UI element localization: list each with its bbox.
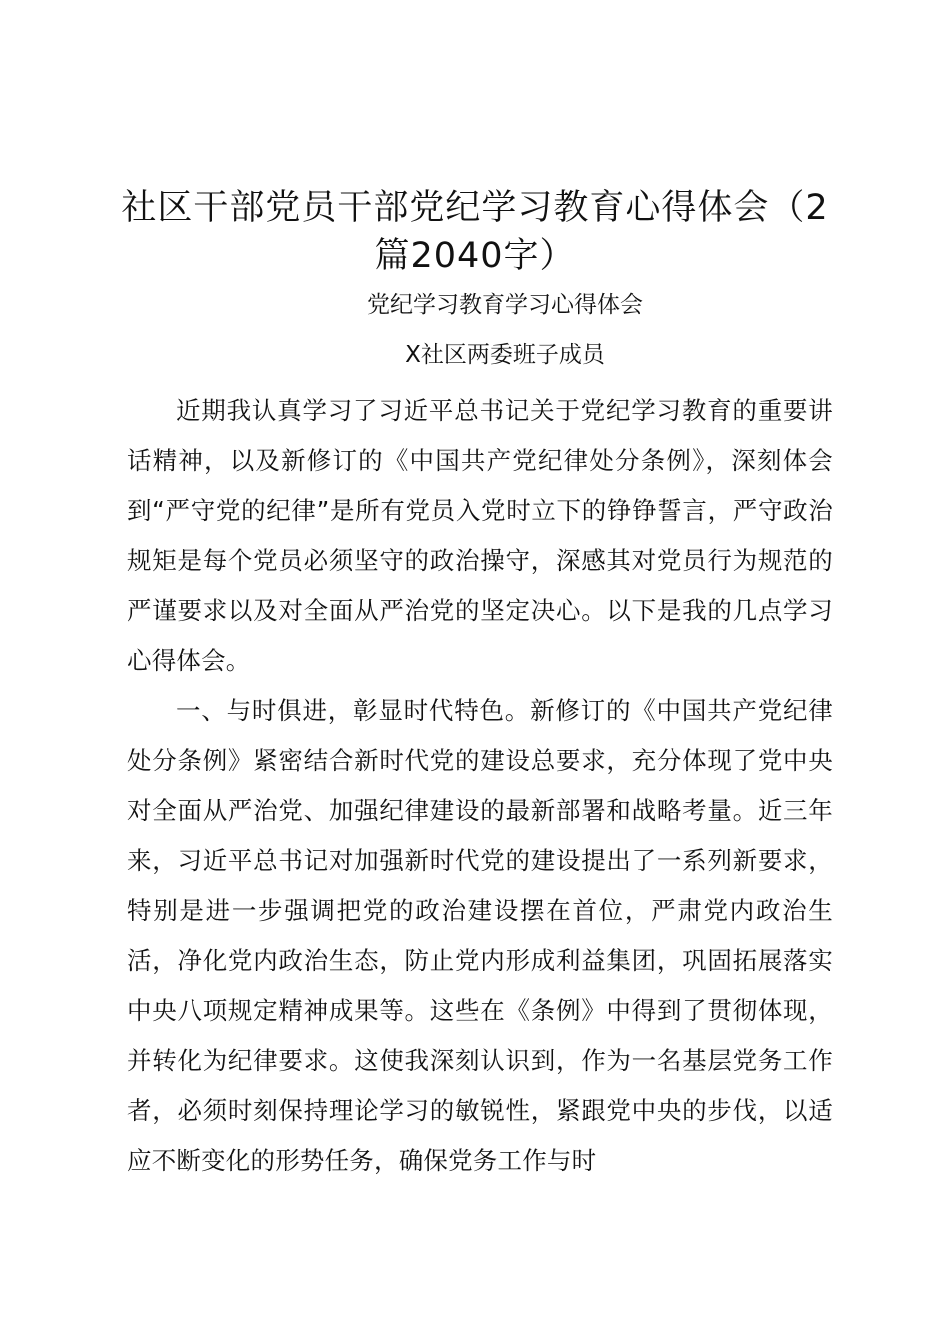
- document-author: X社区两委班子成员: [405, 342, 605, 368]
- document-title: 社区干部党员干部党纪学习教育心得体会（2篇2040字）: [121, 188, 829, 276]
- body-paragraph-2: 一、与时俱进，彰显时代特色。新修订的《中国共产党纪律处分条例》紧密结合新时代党的建设总要求，充分体现了党中央对全面从严治党、加强纪律建设的最新部署和战略考量。近三年来，习近平总书记对加强新时代党的建设提出了一系列新要求，特别是进一步强调把党的政治建设摆在首位，严肃党内政治生活，净化党内政治生态，防止党内形成利益集团，巩固拓展落实中央八项规定精神成果等。这些在《条例》中得到了贯彻体现，并转化为纪律要求。这使我深刻认识到，作为一名基层党务工作者，必须时刻保持理论学习的敏锐性，紧跟党中央的步伐，以适应不断变化的形势任务，确保党务工作与时: [127, 696, 833, 1175]
- document-body: [127, 386, 833, 1186]
- document-subtitle: 党纪学习教育学习心得体会: [367, 292, 643, 318]
- body-paragraph-1: 近期我认真学习了习近平总书记关于党纪学习教育的重要讲话精神，以及新修订的《中国共产党纪律处分条例》，深刻体会到“严守党的纪律”是所有党员入党时立下的铮铮誓言，严守政治规矩是每个党员必须坚守的政治操守，深感其对党员行为规范的严谨要求以及对全面从严治党的坚定决心。以下是我的几点学习心得体会。: [127, 396, 833, 675]
